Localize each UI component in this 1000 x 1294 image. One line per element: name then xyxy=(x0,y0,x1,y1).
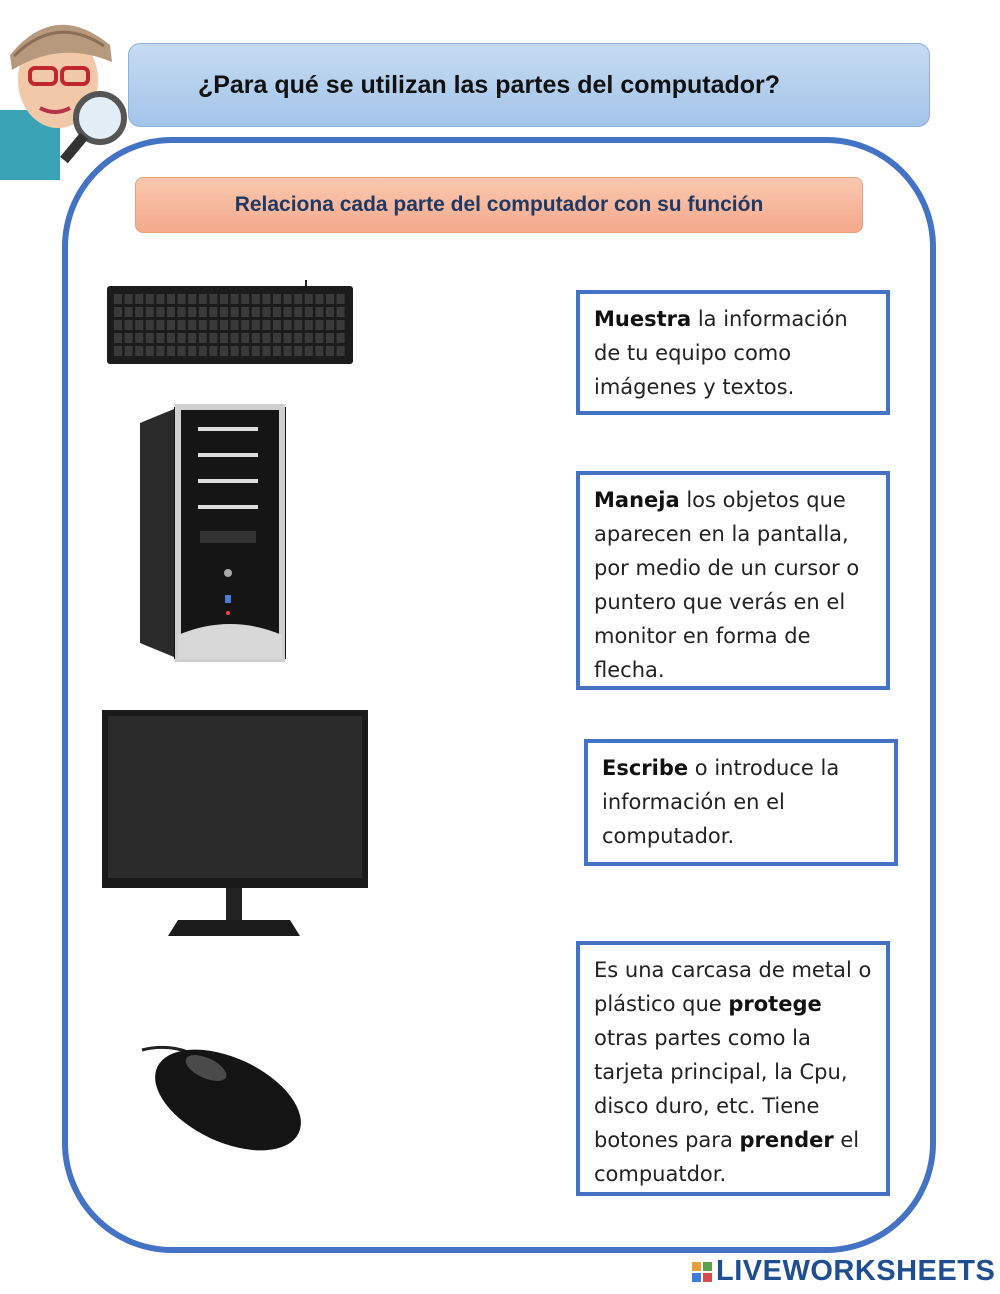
keyboard-key xyxy=(326,320,334,330)
keyboard-image[interactable] xyxy=(106,280,356,366)
logo-blocks-icon xyxy=(692,1262,712,1282)
keyboard-key xyxy=(220,320,228,330)
keyboard-key xyxy=(135,320,143,330)
keyboard-key xyxy=(178,307,186,317)
keyboard-key xyxy=(273,346,281,356)
box-text: otras partes como la tarjeta principal, la Cpu, disco duro, etc. Tiene botones para xyxy=(594,1026,848,1152)
keyboard-key xyxy=(252,294,260,304)
function-box-display[interactable] xyxy=(576,290,890,415)
keyboard-key xyxy=(315,320,323,330)
keyboard-key xyxy=(231,333,239,343)
instructions-banner xyxy=(135,177,863,233)
keyboard-key xyxy=(220,346,228,356)
keyboard-key xyxy=(156,333,164,343)
keyboard-key xyxy=(294,333,302,343)
keyboard-key xyxy=(284,320,292,330)
function-box-input[interactable] xyxy=(584,739,898,866)
mouse-image[interactable] xyxy=(136,1038,306,1158)
box-bold-word: protege xyxy=(728,992,822,1016)
keyboard-key xyxy=(209,320,217,330)
page-title: ¿Para qué se utilizan las partes del computador? xyxy=(197,70,781,99)
keyboard-key xyxy=(167,333,175,343)
box-text: el compuatdor. xyxy=(594,1128,860,1186)
monitor-image[interactable] xyxy=(100,708,370,944)
keyboard-key xyxy=(262,333,270,343)
keyboard-key xyxy=(146,333,154,343)
keyboard-key xyxy=(315,294,323,304)
page-title-banner xyxy=(128,43,930,127)
keyboard-key xyxy=(241,307,249,317)
keyboard-key xyxy=(305,320,313,330)
keyboard-key xyxy=(241,346,249,356)
box-text: o introduce la información en el computador. xyxy=(602,756,840,848)
keyboard-key xyxy=(114,294,122,304)
keyboard-key xyxy=(135,294,143,304)
keyboard-key xyxy=(188,320,196,330)
box-bold-word: Muestra xyxy=(594,307,692,331)
box-text: Es una carcasa de metal o plástico que xyxy=(594,958,872,1016)
keyboard-key xyxy=(231,346,239,356)
keyboard-key xyxy=(135,307,143,317)
keyboard-key xyxy=(125,294,133,304)
keyboard-key xyxy=(167,346,175,356)
keyboard-key xyxy=(125,307,133,317)
keyboard-key xyxy=(294,346,302,356)
keyboard-key xyxy=(156,307,164,317)
keyboard-key xyxy=(241,333,249,343)
keyboard-key xyxy=(178,333,186,343)
keyboard-key xyxy=(294,294,302,304)
keyboard-key xyxy=(114,333,122,343)
keyboard-key xyxy=(135,346,143,356)
keyboard-key xyxy=(305,294,313,304)
keyboard-key xyxy=(188,294,196,304)
instructions-text: Relaciona cada parte del computador con su función xyxy=(234,193,764,216)
function-box-mouse[interactable] xyxy=(576,471,890,690)
keyboard-key xyxy=(146,346,154,356)
keyboard-key xyxy=(167,320,175,330)
keyboard-key xyxy=(125,346,133,356)
keyboard-key xyxy=(284,346,292,356)
keyboard-key xyxy=(209,294,217,304)
keyboard-key xyxy=(262,307,270,317)
keyboard-key xyxy=(188,307,196,317)
keyboard-key xyxy=(178,294,186,304)
keyboard-key xyxy=(326,333,334,343)
keyboard-key xyxy=(284,307,292,317)
keyboard-key xyxy=(220,333,228,343)
box-bold-word: prender xyxy=(739,1128,834,1152)
keyboard-key xyxy=(199,320,207,330)
keyboard-key xyxy=(156,320,164,330)
keyboard-key xyxy=(114,346,122,356)
keyboard-key xyxy=(273,333,281,343)
keyboard-key xyxy=(209,333,217,343)
keyboard-key xyxy=(262,294,270,304)
keyboard-key xyxy=(337,333,345,343)
keyboard-key xyxy=(125,333,133,343)
keyboard-key xyxy=(146,294,154,304)
keyboard-key xyxy=(114,307,122,317)
keyboard-key xyxy=(199,333,207,343)
box-bold-word: Escribe xyxy=(602,756,689,780)
keyboard-key xyxy=(188,333,196,343)
keyboard-key xyxy=(273,320,281,330)
liveworksheets-logo[interactable] xyxy=(692,1255,995,1288)
keyboard-key xyxy=(199,307,207,317)
keyboard-key xyxy=(178,320,186,330)
keyboard-key xyxy=(220,294,228,304)
keyboard-key xyxy=(199,294,207,304)
keyboard-key xyxy=(262,346,270,356)
keyboard-key xyxy=(252,346,260,356)
keyboard-key xyxy=(188,346,196,356)
keyboard-key xyxy=(294,307,302,317)
keyboard-key xyxy=(252,333,260,343)
box-bold-word: Maneja xyxy=(594,488,680,512)
keyboard-key xyxy=(326,307,334,317)
keyboard-key xyxy=(294,320,302,330)
box-text: la información de tu equipo como imágenes y textos. xyxy=(594,307,848,399)
keyboard-key xyxy=(241,294,249,304)
keyboard-key xyxy=(156,294,164,304)
keyboard-key xyxy=(326,346,334,356)
keyboard-key xyxy=(167,307,175,317)
keyboard-key xyxy=(337,320,345,330)
keyboard-key xyxy=(241,320,249,330)
keyboard-key xyxy=(135,333,143,343)
keyboard-key xyxy=(209,346,217,356)
keyboard-key xyxy=(209,307,217,317)
keyboard-key xyxy=(199,346,207,356)
keyboard-key xyxy=(156,346,164,356)
keyboard-key xyxy=(273,294,281,304)
keyboard-key xyxy=(231,307,239,317)
keyboard-key xyxy=(315,333,323,343)
keyboard-key xyxy=(273,307,281,317)
function-box-case[interactable] xyxy=(576,941,890,1196)
keyboard-key xyxy=(315,307,323,317)
keyboard-key xyxy=(337,346,345,356)
keyboard-key xyxy=(305,346,313,356)
keyboard-key xyxy=(305,333,313,343)
keyboard-key xyxy=(252,320,260,330)
keyboard-key xyxy=(220,307,228,317)
keyboard-key xyxy=(231,320,239,330)
keyboard-key xyxy=(146,320,154,330)
keyboard-key xyxy=(114,320,122,330)
keyboard-key xyxy=(262,320,270,330)
keyboard-key xyxy=(326,294,334,304)
keyboard-key xyxy=(231,294,239,304)
keyboard-key xyxy=(125,320,133,330)
keyboard-key xyxy=(167,294,175,304)
keyboard-key xyxy=(284,294,292,304)
keyboard-key xyxy=(305,307,313,317)
keyboard-key xyxy=(252,307,260,317)
computer-tower-image[interactable] xyxy=(126,403,296,663)
logo-text: LIVEWORKSHEETS xyxy=(716,1255,996,1287)
keyboard-key xyxy=(337,307,345,317)
keyboard-key xyxy=(337,294,345,304)
box-text: los objetos que aparecen en la pantalla, por medio de un cursor o puntero que verás en el monitor en forma de flecha. xyxy=(594,488,860,682)
keyboard-key xyxy=(284,333,292,343)
keyboard-key xyxy=(178,346,186,356)
keyboard-key xyxy=(315,346,323,356)
keyboard-key xyxy=(146,307,154,317)
